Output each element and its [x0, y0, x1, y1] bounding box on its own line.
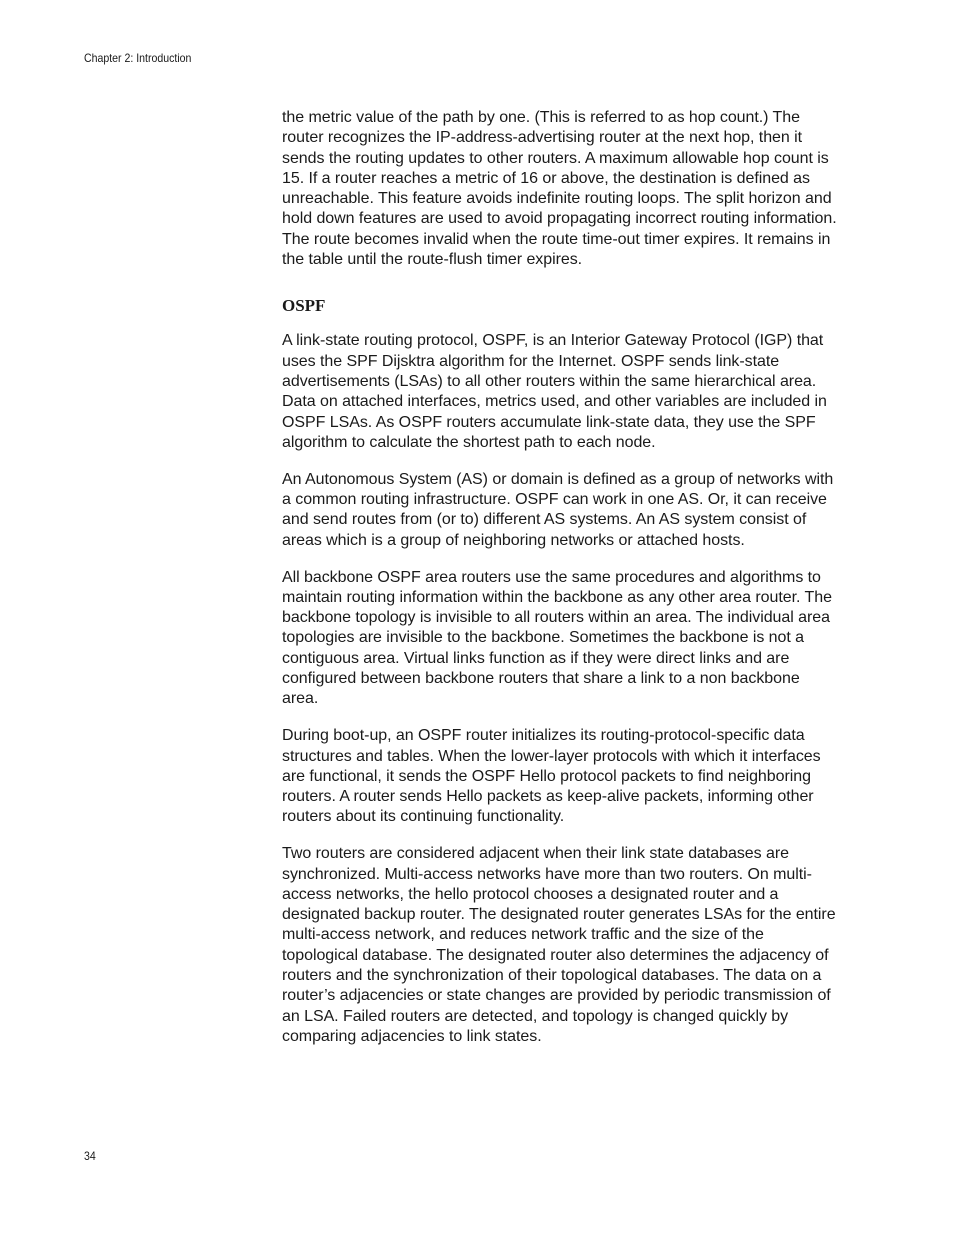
section-heading-ospf: OSPF: [282, 296, 326, 316]
running-header: Chapter 2: Introduction: [84, 51, 192, 65]
body-column: [282, 108, 840, 1064]
ospf-paragraph-1: A link-state routing protocol, OSPF, is an Interior Gateway Protocol (IGP) that uses the SPF Dijsktra algorithm for the Internet. OSPF sends link-state advertisements (LSAs) to all other routers within the same hierarchical area. Data on attached interfaces, metrics used, and other variables are included in OSPF LSAs. As OSPF routers accumulate link-state data, they use the SPF algorithm to calculate the shortest path to each node.: [282, 332, 827, 451]
ospf-paragraph-4: During boot-up, an OSPF router initializes its routing-protocol-specific data structures and tables. When the lower-layer protocols with which it interfaces are functional, it sends the OSPF Hello protocol packets to find neighboring routers. A router sends Hello packets as keep-alive packets, informing other routers about its continuing functionality.: [282, 727, 821, 826]
ospf-paragraph-2: An Autonomous System (AS) or domain is defined as a group of networks with a common routing infrastructure. OSPF can work in one AS. Or, it can receive and send routes from (or to) different AS systems. An AS system consist of areas which is a group of neighboring networks or attached hosts.: [282, 470, 834, 549]
ospf-paragraph-5: Two routers are considered adjacent when their link state databases are synchronized. Multi-access networks have more than two routers. On multi-access networks, the hello protocol chooses a designated router and a designated backup router. The designated router generates LSAs for the entire multi-access network, and reduces network traffic and the size of the topological database. The designated router also determines the adjacency of routers and the synchronization of their topological databases. The data on a router’s adjacencies or state changes are provided by periodic transmission of an LSA. Failed routers are detected, and topology is changed quickly by comparing adjacencies to link states.: [282, 845, 836, 1045]
ospf-paragraph-3: All backbone OSPF area routers use the same procedures and algorithms to maintain routing information within the backbone as any other area router. The backbone topology is invisible to all routers within an area. The individual area topologies are invisible to the backbone. Sometimes the backbone is not a contiguous area. Virtual links function as if they were direct links and are configured between backbone routers that share a link to a non backbone area.: [282, 568, 832, 708]
page-number: 34: [84, 1149, 96, 1163]
intro-paragraph: the metric value of the path by one. (This is referred to as hop count.) The router recognizes the IP-address-advertising router at the next hop, then it sends the routing updates to other routers. A maximum allowable hop count is 15. If a router reaches a metric of 16 or above, the destination is defined as unreachable. This feature avoids indefinite routing loops. The split horizon and hold down features are used to avoid propagating incorrect routing information. The route becomes invalid when the route time-out timer expires. It remains in the table until the route-flush timer expires.: [282, 109, 837, 269]
